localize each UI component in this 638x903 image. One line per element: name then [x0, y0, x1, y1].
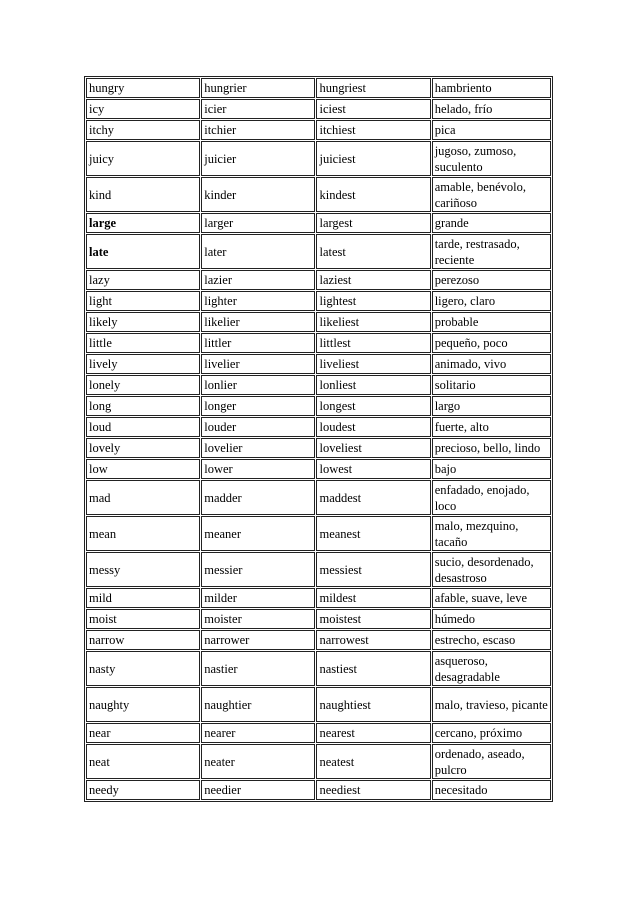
cell-spanish-translation: jugoso, zumoso, suculento [432, 141, 551, 176]
cell-comparative: narrower [201, 630, 315, 650]
table-row [86, 588, 551, 608]
table-row [86, 177, 551, 212]
cell-spanish-translation: tarde, restrasado, reciente [432, 234, 551, 269]
table-row [86, 396, 551, 416]
cell-comparative: hungrier [201, 78, 315, 98]
cell-spanish-translation: malo, mezquino, tacaño [432, 516, 551, 551]
table-row [86, 333, 551, 353]
cell-adjective: lonely [86, 375, 200, 395]
cell-adjective: mild [86, 588, 200, 608]
cell-comparative: littler [201, 333, 315, 353]
cell-comparative: likelier [201, 312, 315, 332]
cell-superlative: lightest [316, 291, 430, 311]
cell-comparative: lonlier [201, 375, 315, 395]
cell-spanish-translation: fuerte, alto [432, 417, 551, 437]
cell-spanish-translation: bajo [432, 459, 551, 479]
cell-superlative: moistest [316, 609, 430, 629]
cell-comparative: lighter [201, 291, 315, 311]
cell-adjective: little [86, 333, 200, 353]
cell-adjective: neat [86, 744, 200, 779]
cell-comparative: louder [201, 417, 315, 437]
cell-comparative: moister [201, 609, 315, 629]
cell-spanish-translation: estrecho, escaso [432, 630, 551, 650]
table-row [86, 78, 551, 98]
cell-spanish-translation: precioso, bello, lindo [432, 438, 551, 458]
table-row [86, 744, 551, 779]
cell-comparative: lovelier [201, 438, 315, 458]
cell-adjective: mean [86, 516, 200, 551]
cell-superlative: naughtiest [316, 687, 430, 722]
cell-spanish-translation: sucio, desordenado, desastroso [432, 552, 551, 587]
cell-comparative: lower [201, 459, 315, 479]
cell-spanish-translation: pequeño, poco [432, 333, 551, 353]
cell-superlative: itchiest [316, 120, 430, 140]
cell-comparative: lazier [201, 270, 315, 290]
cell-superlative: liveliest [316, 354, 430, 374]
cell-comparative: longer [201, 396, 315, 416]
cell-spanish-translation: afable, suave, leve [432, 588, 551, 608]
table-row [86, 312, 551, 332]
table-row [86, 234, 551, 269]
cell-comparative: naughtier [201, 687, 315, 722]
table-row [86, 438, 551, 458]
cell-comparative: juicier [201, 141, 315, 176]
table-row [86, 213, 551, 233]
cell-spanish-translation: animado, vivo [432, 354, 551, 374]
cell-comparative: needier [201, 780, 315, 800]
cell-superlative: maddest [316, 480, 430, 515]
cell-superlative: neediest [316, 780, 430, 800]
cell-comparative: madder [201, 480, 315, 515]
cell-superlative: meanest [316, 516, 430, 551]
cell-spanish-translation: ordenado, aseado, pulcro [432, 744, 551, 779]
cell-comparative: milder [201, 588, 315, 608]
cell-comparative: livelier [201, 354, 315, 374]
cell-spanish-translation: húmedo [432, 609, 551, 629]
cell-spanish-translation: largo [432, 396, 551, 416]
cell-adjective: likely [86, 312, 200, 332]
cell-comparative: nastier [201, 651, 315, 686]
cell-superlative: iciest [316, 99, 430, 119]
cell-adjective: loud [86, 417, 200, 437]
table-row [86, 552, 551, 587]
cell-superlative: loveliest [316, 438, 430, 458]
cell-spanish-translation: solitario [432, 375, 551, 395]
cell-spanish-translation: probable [432, 312, 551, 332]
cell-adjective: moist [86, 609, 200, 629]
table-row [86, 99, 551, 119]
table-row [86, 480, 551, 515]
cell-superlative: largest [316, 213, 430, 233]
cell-superlative: narrowest [316, 630, 430, 650]
cell-superlative: longest [316, 396, 430, 416]
cell-comparative: messier [201, 552, 315, 587]
cell-spanish-translation: malo, travieso, picante [432, 687, 551, 722]
cell-adjective: narrow [86, 630, 200, 650]
cell-adjective: needy [86, 780, 200, 800]
cell-superlative: laziest [316, 270, 430, 290]
cell-superlative: juiciest [316, 141, 430, 176]
table-row [86, 609, 551, 629]
cell-superlative: lonliest [316, 375, 430, 395]
cell-adjective: messy [86, 552, 200, 587]
adjective-comparison-table [84, 76, 553, 802]
cell-adjective: mad [86, 480, 200, 515]
cell-adjective: near [86, 723, 200, 743]
cell-adjective: long [86, 396, 200, 416]
cell-superlative: nastiest [316, 651, 430, 686]
cell-adjective: large [86, 213, 200, 233]
table-row [86, 120, 551, 140]
cell-superlative: kindest [316, 177, 430, 212]
cell-spanish-translation: cercano, próximo [432, 723, 551, 743]
cell-comparative: later [201, 234, 315, 269]
cell-adjective: lively [86, 354, 200, 374]
cell-spanish-translation: necesitado [432, 780, 551, 800]
cell-comparative: icier [201, 99, 315, 119]
cell-adjective: light [86, 291, 200, 311]
cell-adjective: low [86, 459, 200, 479]
cell-comparative: kinder [201, 177, 315, 212]
cell-adjective: late [86, 234, 200, 269]
table-row [86, 291, 551, 311]
cell-spanish-translation: perezoso [432, 270, 551, 290]
cell-comparative: nearer [201, 723, 315, 743]
cell-adjective: icy [86, 99, 200, 119]
cell-superlative: likeliest [316, 312, 430, 332]
table-row [86, 375, 551, 395]
table-row [86, 354, 551, 374]
cell-spanish-translation: enfadado, enojado, loco [432, 480, 551, 515]
cell-adjective: naughty [86, 687, 200, 722]
cell-adjective: lazy [86, 270, 200, 290]
table-body [86, 78, 551, 800]
table-row [86, 141, 551, 176]
cell-comparative: larger [201, 213, 315, 233]
cell-superlative: littlest [316, 333, 430, 353]
cell-superlative: mildest [316, 588, 430, 608]
cell-adjective: nasty [86, 651, 200, 686]
cell-superlative: messiest [316, 552, 430, 587]
table-row [86, 651, 551, 686]
cell-superlative: loudest [316, 417, 430, 437]
cell-spanish-translation: hambriento [432, 78, 551, 98]
table-row [86, 459, 551, 479]
cell-spanish-translation: helado, frío [432, 99, 551, 119]
cell-spanish-translation: ligero, claro [432, 291, 551, 311]
table-row [86, 780, 551, 800]
cell-spanish-translation: amable, benévolo, cariñoso [432, 177, 551, 212]
table-row [86, 630, 551, 650]
cell-spanish-translation: grande [432, 213, 551, 233]
table-row [86, 417, 551, 437]
cell-superlative: lowest [316, 459, 430, 479]
cell-adjective: itchy [86, 120, 200, 140]
cell-superlative: hungriest [316, 78, 430, 98]
table-row [86, 687, 551, 722]
cell-adjective: lovely [86, 438, 200, 458]
cell-comparative: itchier [201, 120, 315, 140]
cell-spanish-translation: pica [432, 120, 551, 140]
table-row [86, 516, 551, 551]
cell-superlative: neatest [316, 744, 430, 779]
cell-comparative: neater [201, 744, 315, 779]
cell-adjective: kind [86, 177, 200, 212]
table-row [86, 723, 551, 743]
cell-superlative: latest [316, 234, 430, 269]
cell-adjective: juicy [86, 141, 200, 176]
table-row [86, 270, 551, 290]
cell-spanish-translation: asqueroso, desagradable [432, 651, 551, 686]
cell-adjective: hungry [86, 78, 200, 98]
cell-comparative: meaner [201, 516, 315, 551]
cell-superlative: nearest [316, 723, 430, 743]
